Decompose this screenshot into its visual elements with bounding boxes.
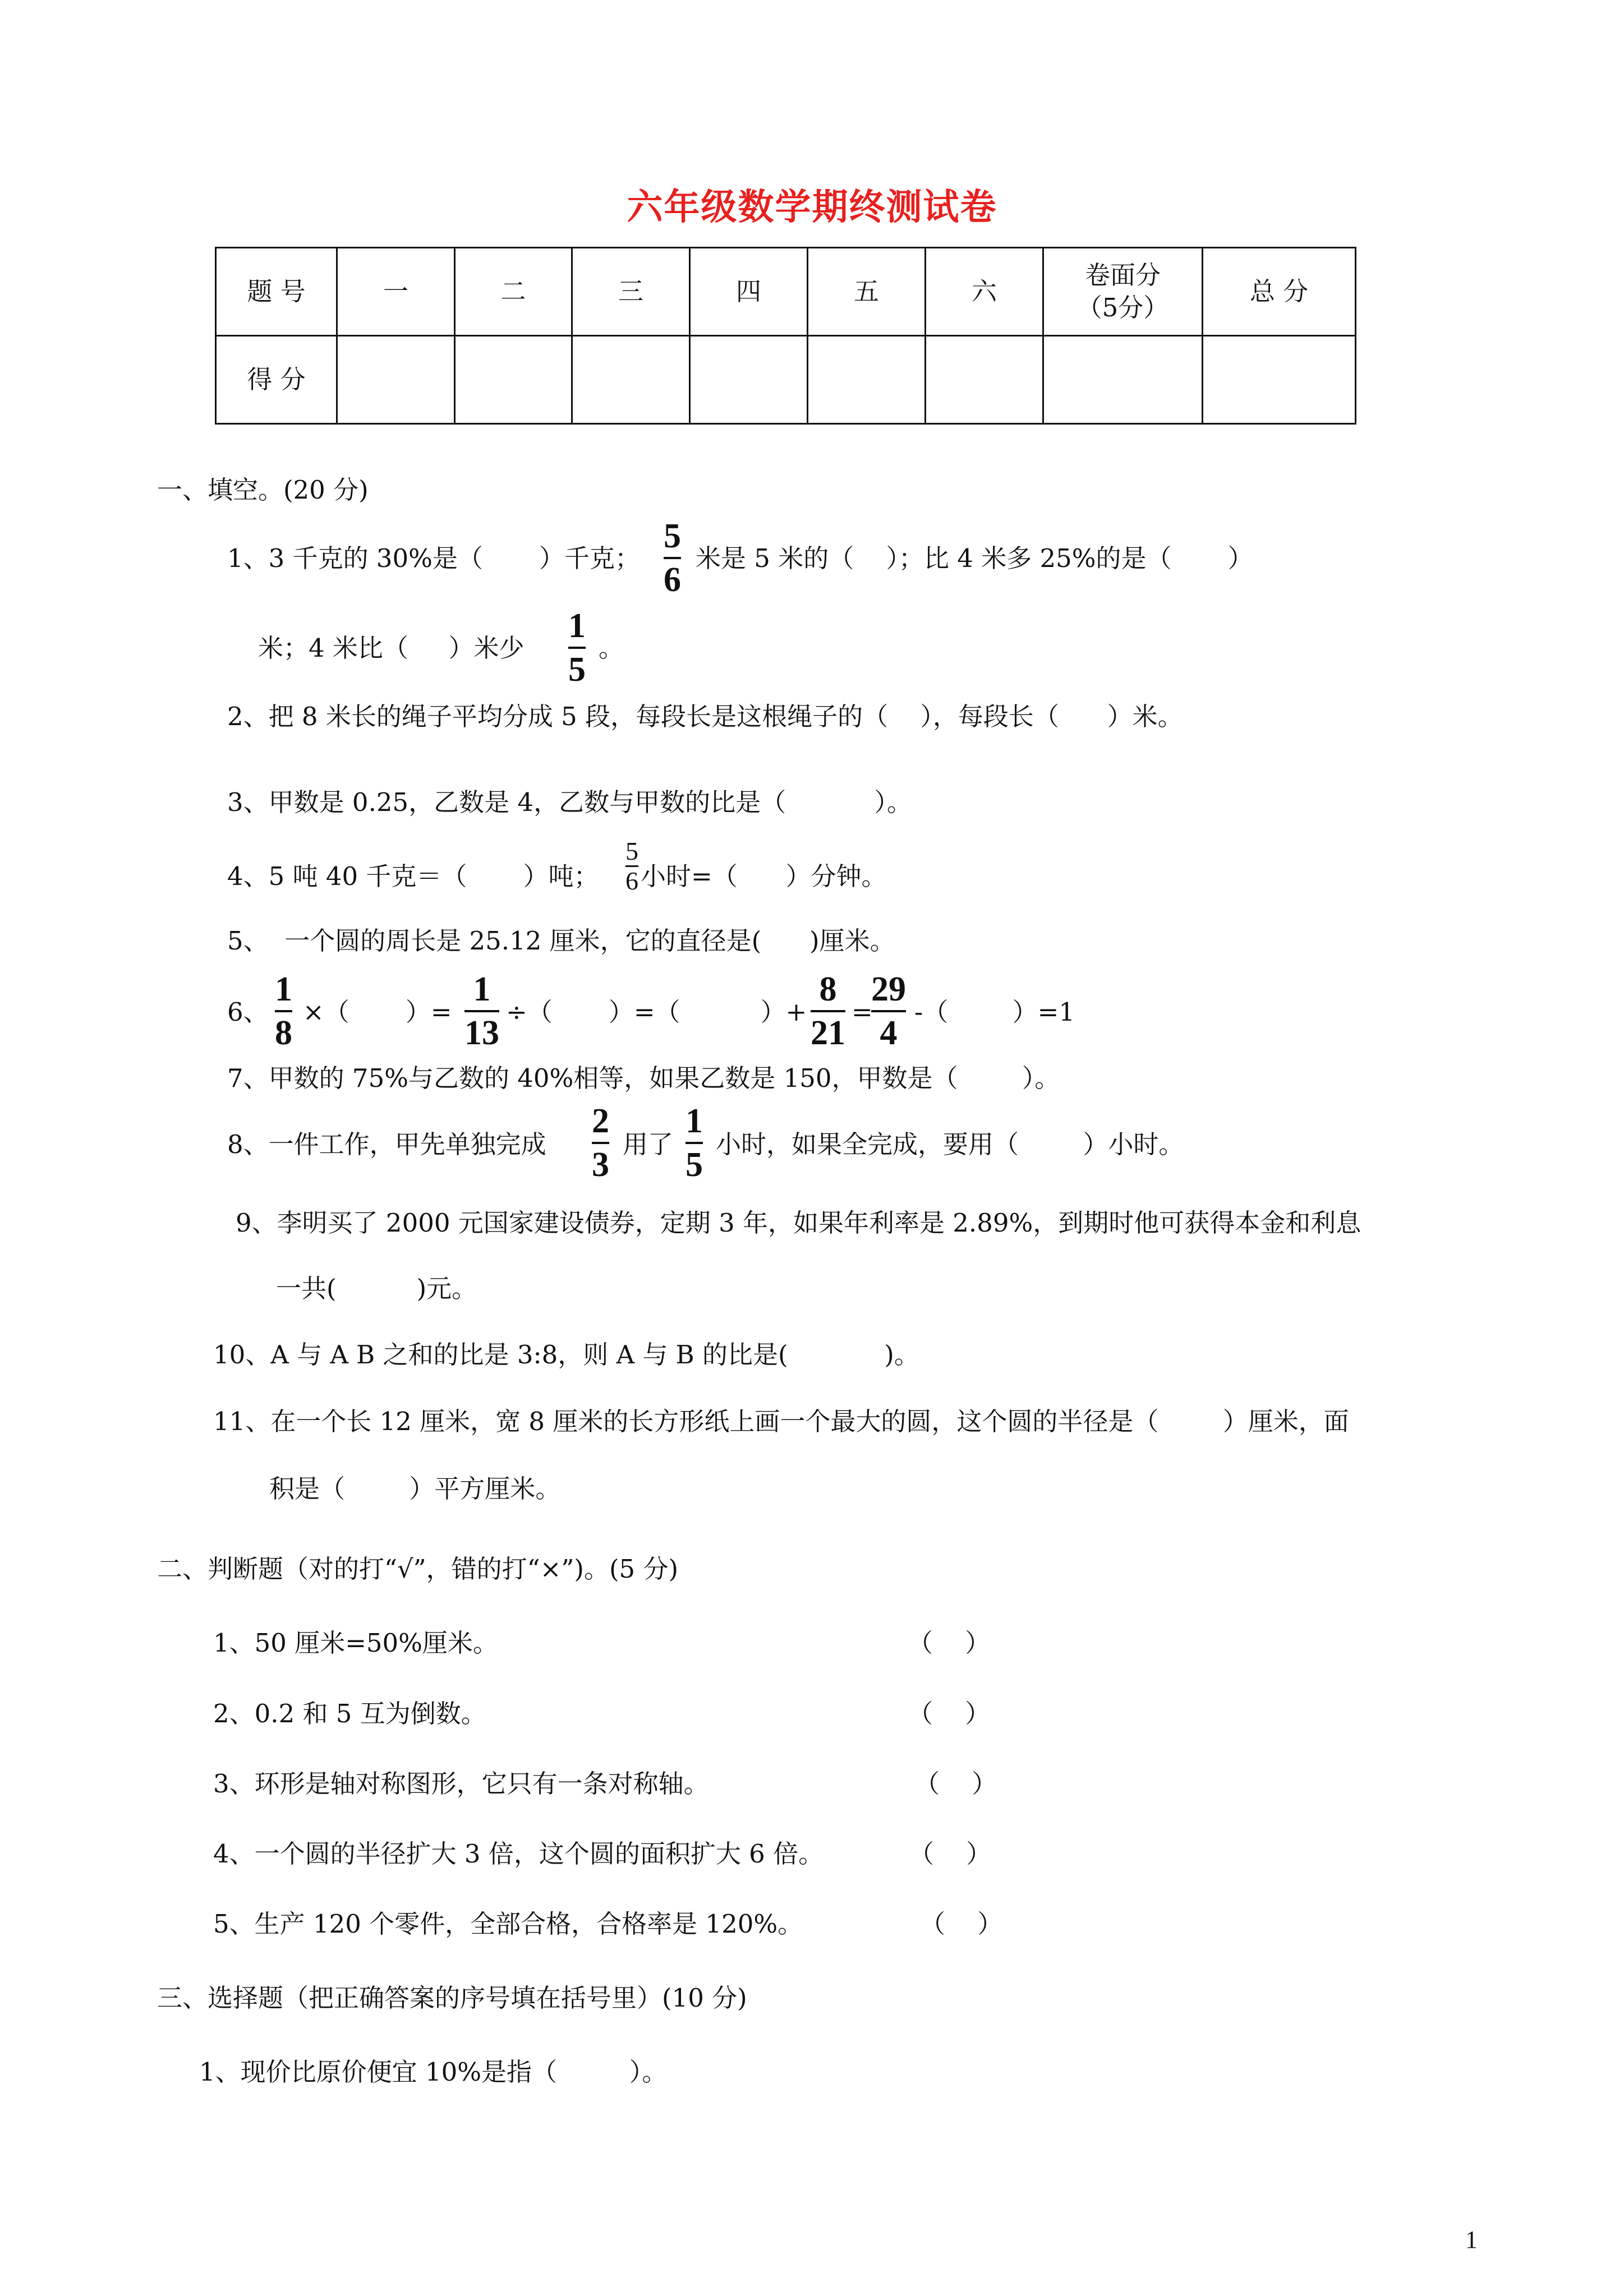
q4-frac-num: 5 [625,837,638,865]
header-label-cell: 题 号 [216,248,337,336]
col-1-header: 一 [337,248,455,336]
section3-heading: 三、选择题（把正确答案的序号填在括号里）(10 分) [157,1983,747,2013]
q8-part-c: 小时，如果全完成，要用（ ）小时。 [716,1129,1184,1159]
q11-line1: 11、在一个长 12 厘米，宽 8 厘米的长方形纸上画一个最大的圆，这个圆的半径是（ ）厘米，面 [213,1407,1349,1436]
q8-f1-num: 2 [592,1102,609,1140]
q1-part-a: 1、3 千克的 30%是（ ）千克； [227,543,641,573]
q6-f2-num: 1 [473,970,491,1008]
judge-answer-2[interactable]: （ ） [908,1699,991,1728]
score-cell-3[interactable] [572,336,690,424]
q7-text: 7、甲数的 75%与乙数的 40%相等，如果乙数是 150，甲数是（ ）。 [227,1063,1060,1093]
choice-q1: 1、现价比原价便宜 10%是指（ ）。 [199,2057,668,2087]
q6-f1-den: 8 [275,1014,292,1052]
q1-part-b: 米是 5 米的（ ）；比 4 米多 25%的是（ ） [696,543,1253,573]
q8-part-b: 用了 [623,1129,674,1159]
col-4-header: 四 [690,248,808,336]
neatness-header [1043,248,1203,336]
q6-part-a: 6、 [227,997,269,1027]
section2-heading: 二、判断题（对的打“√”，错的打“×”)。(5 分) [157,1554,679,1584]
q10-text: 10、A 与 A B 之和的比是 3:8，则 A 与 B 的比是( )。 [213,1340,919,1370]
judge-item-5: 5、生产 120 个零件，全部合格，合格率是 120%。 [213,1909,803,1939]
q6-f1-num: 1 [275,970,292,1008]
q1-frac2-num: 1 [568,607,586,645]
q8-fraction-1-5 [686,1104,703,1182]
q1-part-c: 米；4 米比（ ）米少 [258,633,525,663]
q1-part-d: 。 [599,633,624,663]
judge-item-3: 3、环形是轴对称图形，它只有一条对称轴。 [213,1769,709,1799]
q6-fraction-1-8 [275,972,292,1050]
exam-title: 六年级数学期终测试卷 [627,186,997,228]
q6-f4-num: 29 [871,970,906,1008]
q1-frac1-den: 6 [664,561,681,599]
judge-answer-4[interactable]: （ ） [909,1839,992,1869]
q6-part-b: ×（ ）= [303,997,452,1027]
score-label-cell: 得 分 [216,336,337,424]
q11-line2: 积是（ ）平方厘米。 [269,1474,561,1504]
q4-fraction-5-6 [625,838,638,894]
q1-frac1-num: 5 [664,517,681,555]
score-cell-4[interactable] [690,336,808,424]
q6-f3-den: 21 [811,1014,845,1052]
score-cell-6[interactable] [926,336,1043,424]
q6-fraction-29-4 [871,972,906,1050]
q8-f2-den: 5 [686,1146,703,1184]
neatness-points: （5分） [1076,293,1169,322]
judge-answer-1[interactable]: （ ） [908,1628,991,1658]
q6-f3-num: 8 [819,970,837,1008]
q8-part-a: 8、一件工作，甲先单独完成 [227,1129,546,1159]
col-2-header: 二 [455,248,572,336]
judge-item-1: 1、50 厘米=50%厘米。 [213,1628,498,1658]
score-cell-5[interactable] [808,336,926,424]
q6-f2-den: 13 [464,1014,499,1052]
q8-f2-num: 1 [686,1102,703,1140]
judge-answer-3[interactable]: （ ） [914,1769,997,1799]
col-5-header: 五 [808,248,926,336]
q8-fraction-2-3 [592,1104,609,1182]
judge-answer-5[interactable]: （ ） [920,1909,1003,1939]
col-6-header: 六 [926,248,1043,336]
q4-part-b: 小时=（ ）分钟。 [641,861,887,891]
score-cell-total[interactable] [1203,336,1356,424]
neatness-label: 卷面分 [1084,260,1161,290]
q9-line1: 9、李明买了 2000 元国家建设债券，定期 3 年，如果年利率是 2.89%，到期时他可获得本金和利息 [236,1208,1361,1238]
q3-text: 3、甲数是 0.25，乙数是 4，乙数与甲数的比是（ ）。 [227,787,912,817]
judge-item-4: 4、一个圆的半径扩大 3 倍，这个圆的面积扩大 6 倍。 [213,1839,824,1869]
q6-fraction-8-21 [811,972,845,1050]
q9-line2: 一共( )元。 [276,1274,477,1303]
score-cell-2[interactable] [455,336,572,424]
judge-item-2: 2、0.2 和 5 互为倒数。 [213,1699,486,1728]
page-number: 1 [1465,2226,1478,2253]
total-header: 总 分 [1203,248,1356,336]
q1-frac2-den: 5 [568,651,586,689]
score-cell-neatness[interactable] [1043,336,1203,424]
section1-heading: 一、填空。(20 分) [157,475,369,505]
score-cell-1[interactable] [337,336,455,424]
q1-fraction-5-6 [664,519,681,597]
q4-frac-den: 6 [625,866,638,895]
q6-part-e: -（ ）=1 [914,997,1075,1027]
q6-fraction-1-13 [464,972,499,1050]
q6-part-d: = [852,997,873,1027]
q8-f1-den: 3 [592,1146,609,1184]
q2-text: 2、把 8 米长的绳子平均分成 5 段，每段长是这根绳子的（ ），每段长（ ）米。 [227,702,1183,731]
q6-f4-den: 4 [880,1014,898,1052]
q4-part-a: 4、5 吨 40 千克＝（ ）吨； [227,861,599,891]
score-table [215,247,1356,425]
col-3-header: 三 [572,248,690,336]
q5-text: 5、 一个圆的周长是 25.12 厘米，它的直径是( )厘米。 [227,926,895,956]
q6-part-c: ÷（ ）=（ ）+ [506,997,807,1027]
q1-fraction-1-5 [568,608,586,687]
